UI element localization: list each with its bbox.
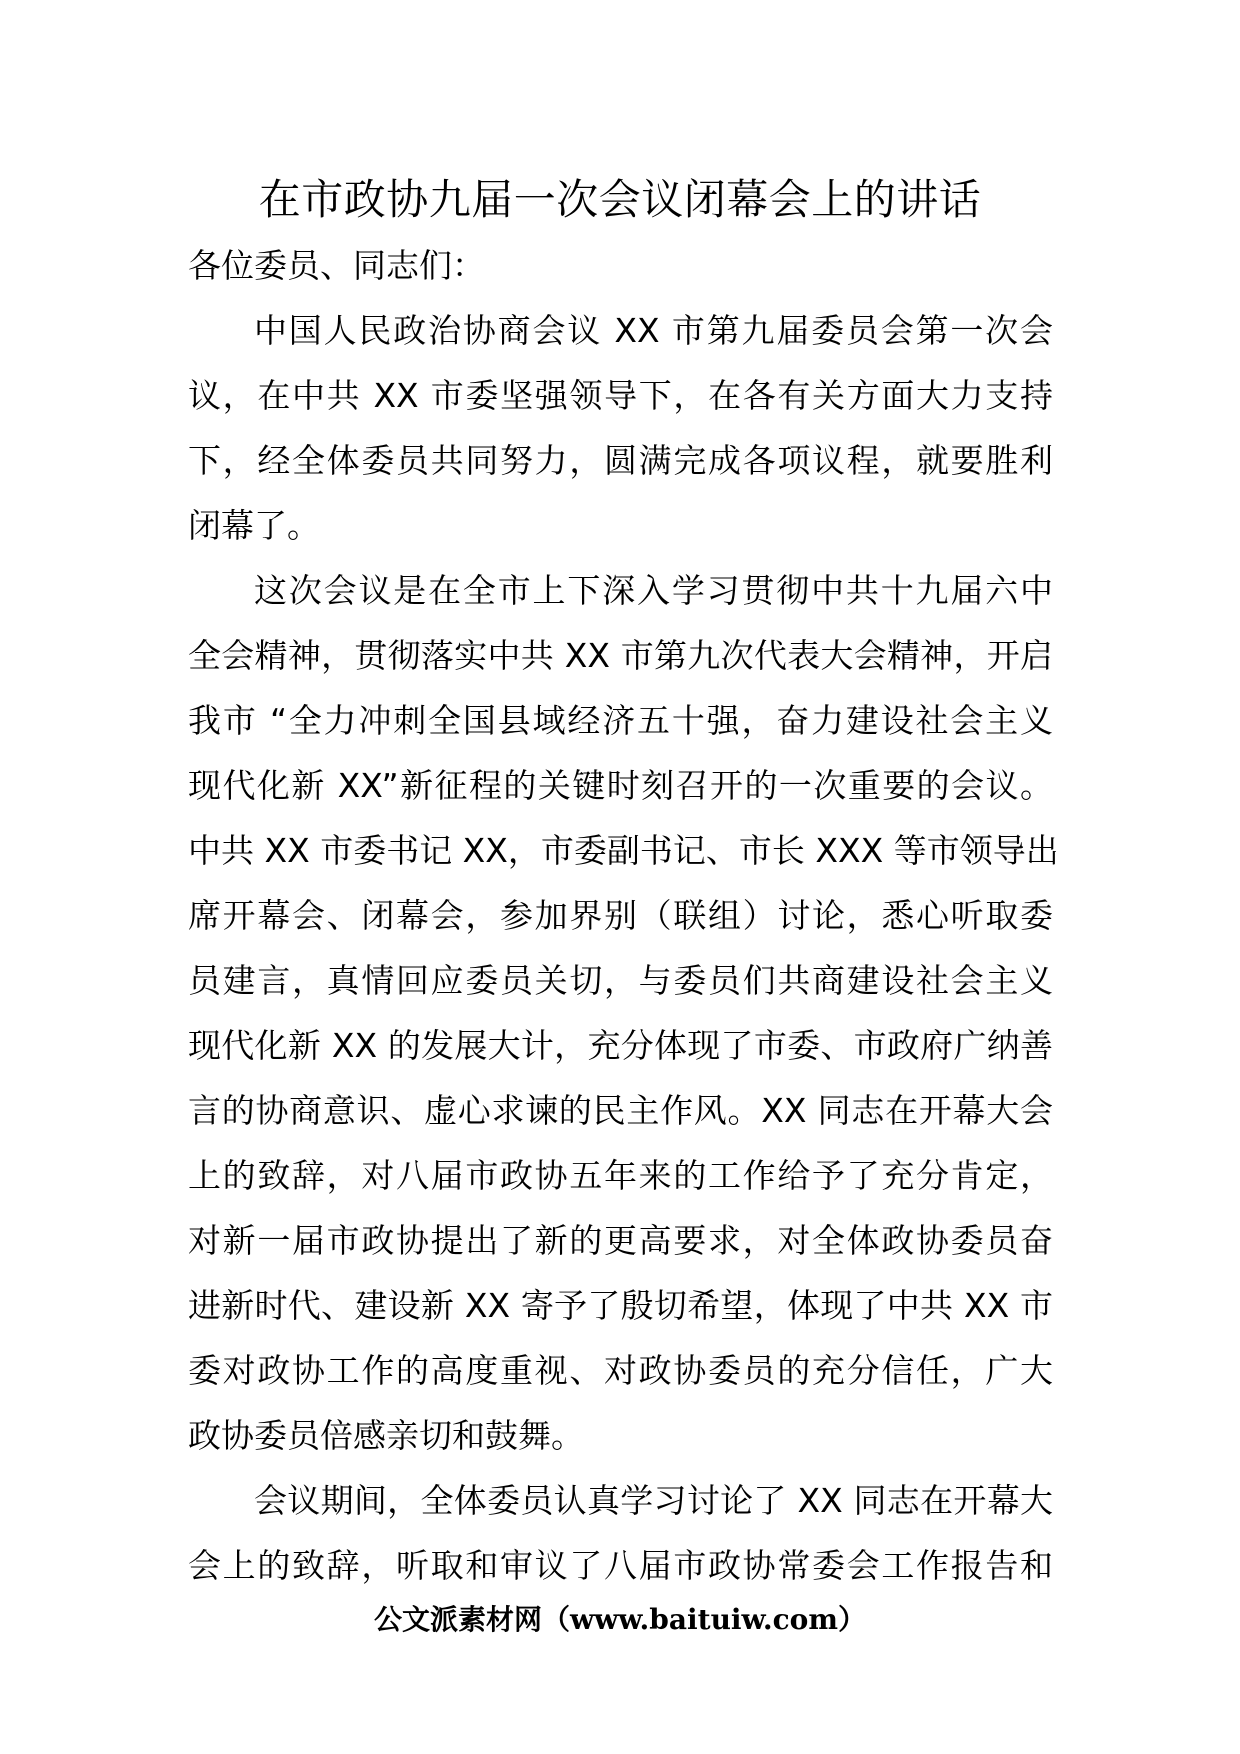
paragraph-line: 会上的致辞，听取和审议了八届市政协常委会工作报告和 [188, 1546, 1053, 1585]
paragraph-line: 政协委员倍感亲切和鼓舞。 [188, 1416, 584, 1455]
paragraph-line: 上的致辞，对八届市政协五年来的工作给予了充分肯定， [188, 1156, 1053, 1195]
paragraph-line: 议，在中共 XX 市委坚强领导下，在各有关方面大力支持 [188, 376, 1053, 415]
paragraph-line: 进新时代、建设新 XX 寄予了殷切希望，体现了中共 XX 市 [188, 1286, 1053, 1325]
salutation: 各位委员、同志们： [188, 246, 485, 285]
paragraph-line: 中共 XX 市委书记 XX，市委副书记、市长 XXX 等市领导出 [188, 831, 1059, 870]
paragraph-line: 席开幕会、闭幕会，参加界别（联组）讨论，悉心听取委 [188, 896, 1053, 935]
paragraph-line: 全会精神，贯彻落实中共 XX 市第九次代表大会精神，开启 [188, 636, 1053, 675]
paragraph-line: 会议期间，全体委员认真学习讨论了 XX 同志在开幕大 [254, 1481, 1053, 1520]
paragraph-line: 言的协商意识、虚心求谏的民主作风。XX 同志在开幕大会 [188, 1091, 1053, 1130]
paragraph-line: 委对政协工作的高度重视、对政协委员的充分信任，广大 [188, 1351, 1053, 1390]
paragraph-line: 闭幕了。 [188, 506, 320, 545]
paragraph-line: 下，经全体委员共同努力，圆满完成各项议程，就要胜利 [188, 441, 1053, 480]
paragraph-line: 这次会议是在全市上下深入学习贯彻中共十九届六中 [254, 571, 1053, 610]
page-title: 在市政协九届一次会议闭幕会上的讲话 [258, 175, 982, 224]
paragraph-line: 员建言，真情回应委员关切，与委员们共商建设社会主义 [188, 961, 1053, 1000]
paragraph-line: 对新一届市政协提出了新的更高要求，对全体政协委员奋 [188, 1221, 1053, 1260]
paragraph-line: 中国人民政治协商会议 XX 市第九届委员会第一次会 [254, 311, 1053, 350]
document-body [188, 233, 1059, 1598]
paragraph-line: 我市 “全力冲刺全国县域经济五十强，奋力建设社会主义 [188, 701, 1053, 740]
paragraph-line: 现代化新 XX 的发展大计，充分体现了市委、市政府广纳善 [188, 1026, 1053, 1065]
footer-source: 公文派素材网（www.baituiw.com） [374, 1603, 866, 1636]
paragraph-line: 现代化新 XX”新征程的关键时刻召开的一次重要的会议。 [188, 766, 1053, 805]
